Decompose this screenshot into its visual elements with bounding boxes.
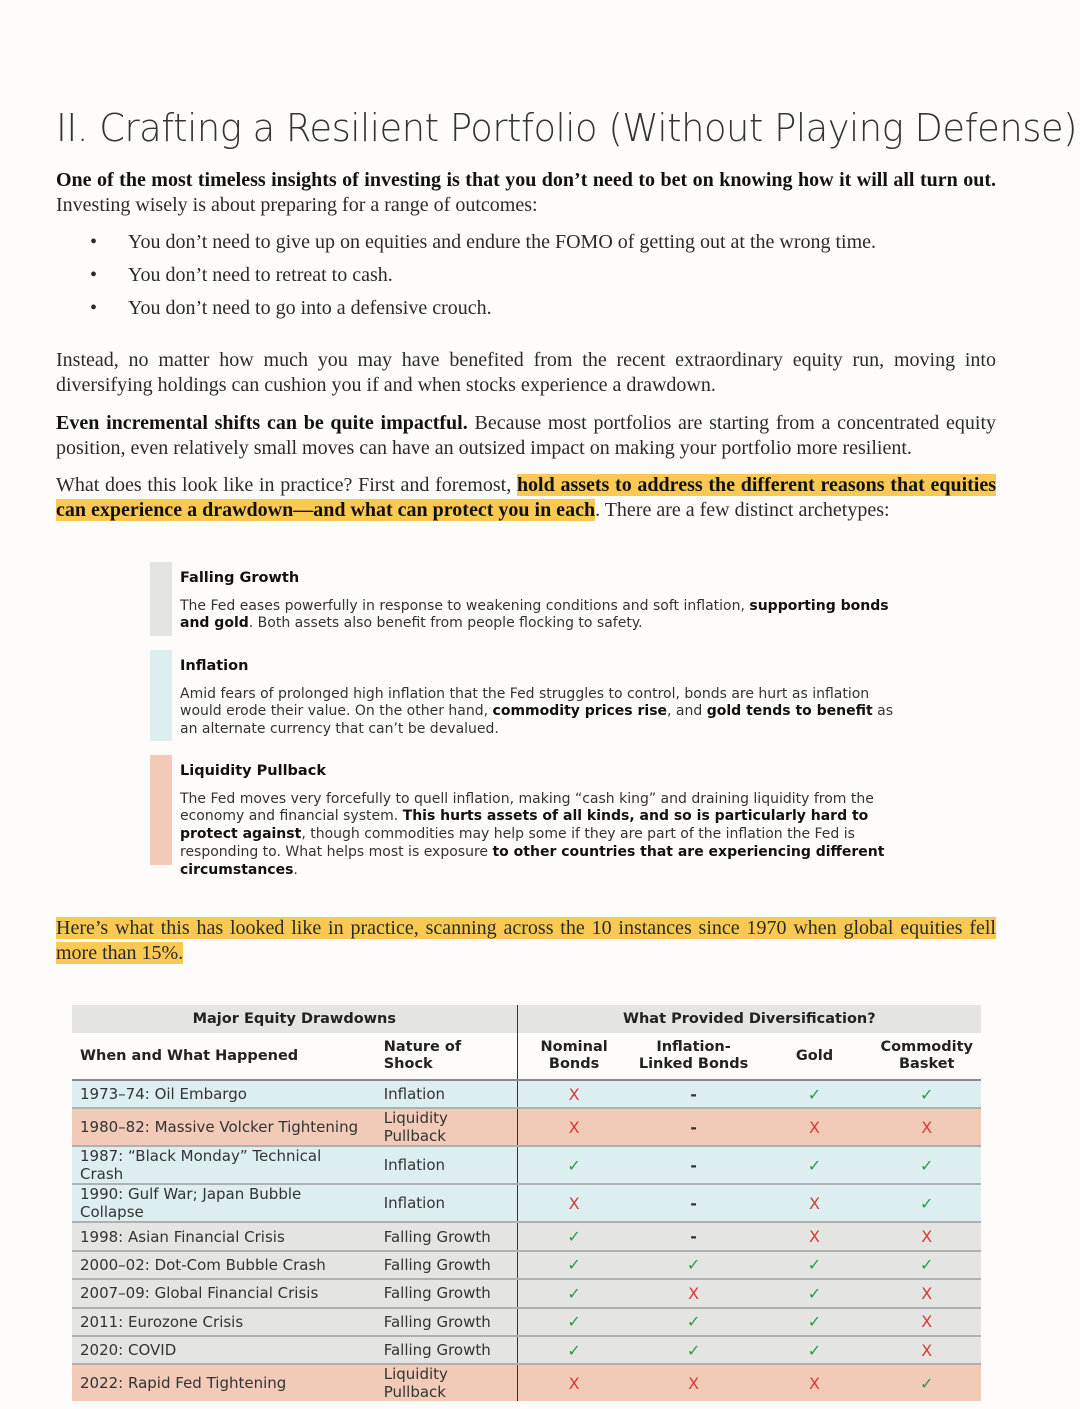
cell-commodity xyxy=(872,1108,981,1146)
check-icon: ✓ xyxy=(920,1373,934,1393)
cell-shock: Inflation xyxy=(376,1146,517,1184)
cell-event: 2011: Eurozone Crisis xyxy=(72,1308,376,1336)
table-row xyxy=(72,1108,981,1146)
cell-nominal xyxy=(517,1364,630,1401)
cell-shock: Falling Growth xyxy=(376,1308,517,1336)
dash-icon: - xyxy=(690,1084,697,1104)
check-icon: ✓ xyxy=(567,1155,581,1175)
archetype-description: The Fed moves very forcefully to quell inflation, making “cash king” and draining liquidity from the economy and financial system. This hurts assets of all kinds, and so is particularly hard to protect against, though commodities may help some if they are part of the inflation the Fed is responding to. What helps most is exposure to other countries that are experiencing different circumstances. xyxy=(180,790,885,878)
cross-icon: X xyxy=(809,1117,820,1137)
cell-shock: Liquidity Pullback xyxy=(376,1364,517,1401)
intro-paragraph xyxy=(56,168,996,217)
cross-icon: X xyxy=(568,1193,580,1213)
dash-icon: - xyxy=(690,1117,697,1137)
cell-event: 2020: COVID xyxy=(72,1336,376,1364)
cell-gold xyxy=(757,1146,873,1184)
col-header-event: When and What Happened xyxy=(72,1033,376,1080)
cell-event: 1990: Gulf War; Japan Bubble Collapse xyxy=(72,1184,376,1222)
cell-gold xyxy=(757,1222,873,1250)
cell-event: 1998: Asian Financial Crisis xyxy=(72,1222,376,1250)
check-icon: ✓ xyxy=(686,1340,701,1360)
check-icon: ✓ xyxy=(567,1227,581,1247)
cell-nominal xyxy=(517,1108,630,1146)
table-row xyxy=(72,1222,981,1250)
cell-gold xyxy=(757,1279,873,1307)
group-header-drawdowns: Major Equity Drawdowns xyxy=(72,1005,517,1033)
table-row xyxy=(72,1308,981,1336)
cell-gold xyxy=(757,1251,873,1279)
archetype-description: The Fed eases powerfully in response to weakening conditions and soft inflation, supporting bonds and gold. Both assets also benefit from people flocking to safety. xyxy=(180,597,889,632)
cross-icon: X xyxy=(921,1340,933,1360)
cell-nominal xyxy=(517,1080,630,1108)
cell-event: 2022: Rapid Fed Tightening xyxy=(72,1364,376,1401)
cell-nominal xyxy=(517,1184,630,1222)
cross-icon: X xyxy=(921,1283,933,1303)
table-row xyxy=(72,1336,981,1364)
page-title: II. Crafting a Resilient Portfolio (Without Playing Defense) xyxy=(56,106,1078,150)
check-icon: ✓ xyxy=(807,1312,822,1332)
cell-nominal xyxy=(517,1146,630,1184)
paragraph-practice xyxy=(56,916,996,965)
intro-bold: One of the most timeless insights of investing is that you don’t need to bet on knowing how it will all turn out. xyxy=(56,169,996,191)
col-header-commodity: Commodity Basket xyxy=(872,1033,981,1080)
cross-icon: X xyxy=(568,1373,580,1393)
cell-nominal xyxy=(517,1222,630,1250)
cell-shock: Liquidity Pullback xyxy=(376,1108,517,1146)
paragraph-cushion: Instead, no matter how much you may have benefited from the recent extraordinary equity run, moving into diversifying holdings can cushion you if and when stocks experience a drawdown. xyxy=(56,349,996,396)
group-header-diversification: What Provided Diversification? xyxy=(517,1005,981,1033)
cell-gold xyxy=(757,1308,873,1336)
cell-linked xyxy=(631,1308,757,1336)
cell-shock: Falling Growth xyxy=(376,1279,517,1307)
cell-commodity xyxy=(872,1146,981,1184)
table-row xyxy=(72,1279,981,1307)
cross-icon: X xyxy=(921,1312,933,1332)
cell-linked xyxy=(631,1184,757,1222)
check-icon: ✓ xyxy=(807,1155,822,1175)
cell-event: 2007–09: Global Financial Crisis xyxy=(72,1279,376,1307)
bullet-icon: • xyxy=(90,231,98,253)
check-icon: ✓ xyxy=(567,1312,581,1332)
archetype-falling-growth xyxy=(150,562,910,636)
cell-linked xyxy=(631,1364,757,1401)
table-row xyxy=(72,1080,981,1108)
cell-linked xyxy=(631,1279,757,1307)
archetype-liquidity-pullback xyxy=(150,755,910,878)
cell-shock: Inflation xyxy=(376,1184,517,1222)
table-row xyxy=(72,1364,981,1401)
check-icon: ✓ xyxy=(807,1340,822,1360)
cell-linked xyxy=(631,1108,757,1146)
cell-nominal xyxy=(517,1279,630,1307)
archetype-title: Inflation xyxy=(180,658,249,674)
cell-linked xyxy=(631,1251,757,1279)
archetype-color-bar xyxy=(150,755,172,865)
cross-icon: X xyxy=(921,1227,933,1247)
dash-icon: - xyxy=(690,1155,697,1175)
cell-event: 1973–74: Oil Embargo xyxy=(72,1080,376,1108)
cell-commodity xyxy=(872,1364,981,1401)
cell-nominal xyxy=(517,1251,630,1279)
col-header-nominal-bonds: Nominal Bonds xyxy=(517,1033,630,1080)
archetype-color-bar xyxy=(150,562,172,636)
check-icon: ✓ xyxy=(686,1255,701,1275)
cell-event: 1987: “Black Monday” Technical Crash xyxy=(72,1146,376,1184)
cross-icon: X xyxy=(568,1117,580,1137)
cell-linked xyxy=(631,1336,757,1364)
cell-commodity xyxy=(872,1222,981,1250)
cell-event: 2000–02: Dot-Com Bubble Crash xyxy=(72,1251,376,1279)
cell-linked xyxy=(631,1222,757,1250)
bullet-item: • You don’t need to give up on equities and endure the FOMO of getting out at the wrong time. xyxy=(90,231,877,253)
check-icon: ✓ xyxy=(920,1155,934,1175)
cell-commodity xyxy=(872,1251,981,1279)
archetype-title: Falling Growth xyxy=(180,570,300,586)
paragraph-archetypes-intro: What does this look like in practice? First and foremost, hold assets to address the different reasons that equities can experience a drawdown—and what can protect you in each. There are a few distinct archetypes: xyxy=(56,474,997,521)
cross-icon: X xyxy=(809,1227,820,1247)
highlighted-text: Here’s what this has looked like in practice, scanning across the 10 instances since 1970 when global equities fell more than 15%. xyxy=(56,917,996,964)
cross-icon: X xyxy=(809,1373,820,1393)
cell-shock: Falling Growth xyxy=(376,1336,517,1364)
check-icon: ✓ xyxy=(807,1283,822,1303)
dash-icon: - xyxy=(690,1193,697,1213)
cell-gold xyxy=(757,1184,873,1222)
check-icon: ✓ xyxy=(920,1193,934,1213)
cell-linked xyxy=(631,1146,757,1184)
col-header-linked-bonds: Inflation-Linked Bonds xyxy=(631,1033,757,1080)
cell-commodity xyxy=(872,1308,981,1336)
archetype-inflation xyxy=(150,650,910,741)
cell-commodity xyxy=(872,1080,981,1108)
table-row xyxy=(72,1146,981,1184)
cell-shock: Falling Growth xyxy=(376,1222,517,1250)
cell-event: 1980–82: Massive Volcker Tightening xyxy=(72,1108,376,1146)
cell-shock: Falling Growth xyxy=(376,1251,517,1279)
check-icon: ✓ xyxy=(686,1312,701,1332)
check-icon: ✓ xyxy=(567,1283,581,1303)
paragraph-incremental: Even incremental shifts can be quite impactful. Because most portfolios are starting from a concentrated equity position, even relatively small moves can have an outsized impact on making your portfolio more resilient. xyxy=(56,412,996,459)
cell-gold xyxy=(757,1080,873,1108)
cross-icon: X xyxy=(921,1117,933,1137)
archetype-description: Amid fears of prolonged high inflation that the Fed struggles to control, bonds are hurt as inflation would erode their value. On the other hand, commodity prices rise, and gold tends to benefit as an alternate currency that can’t be devalued. xyxy=(180,685,894,738)
cell-nominal xyxy=(517,1336,630,1364)
intro-rest: Investing wisely is about preparing for a range of outcomes: xyxy=(56,193,538,216)
cell-nominal xyxy=(517,1308,630,1336)
bullet-item: • You don’t need to go into a defensive crouch. xyxy=(90,297,492,319)
cell-gold xyxy=(757,1108,873,1146)
archetype-title: Liquidity Pullback xyxy=(180,763,326,779)
bullet-icon: • xyxy=(90,297,98,319)
cell-commodity xyxy=(872,1184,981,1222)
table-row xyxy=(72,1251,981,1279)
check-icon: ✓ xyxy=(920,1084,934,1104)
check-icon: ✓ xyxy=(920,1255,934,1275)
check-icon: ✓ xyxy=(807,1255,822,1275)
cross-icon: X xyxy=(688,1373,700,1393)
cell-linked xyxy=(631,1080,757,1108)
highlighted-text: hold assets to address the different reasons that equities can experience a drawdown—and what can protect you in each xyxy=(56,474,997,521)
check-icon: ✓ xyxy=(807,1084,822,1104)
col-header-gold: Gold xyxy=(757,1033,873,1080)
cell-commodity xyxy=(872,1336,981,1364)
cell-gold xyxy=(757,1336,873,1364)
cross-icon: X xyxy=(688,1283,700,1303)
cell-gold xyxy=(757,1364,873,1401)
check-icon: ✓ xyxy=(567,1340,581,1360)
cross-icon: X xyxy=(809,1193,820,1213)
archetype-color-bar xyxy=(150,650,172,741)
dash-icon: - xyxy=(690,1227,697,1247)
cell-commodity xyxy=(872,1279,981,1307)
bullet-icon: • xyxy=(90,264,98,286)
bullet-list xyxy=(90,230,990,329)
table-row xyxy=(72,1184,981,1222)
bullet-item: • You don’t need to retreat to cash. xyxy=(90,264,393,286)
cell-shock: Inflation xyxy=(376,1080,517,1108)
drawdown-table xyxy=(72,1005,981,1401)
check-icon: ✓ xyxy=(567,1255,581,1275)
cross-icon: X xyxy=(568,1084,580,1104)
col-header-shock: Nature of Shock xyxy=(376,1033,517,1080)
